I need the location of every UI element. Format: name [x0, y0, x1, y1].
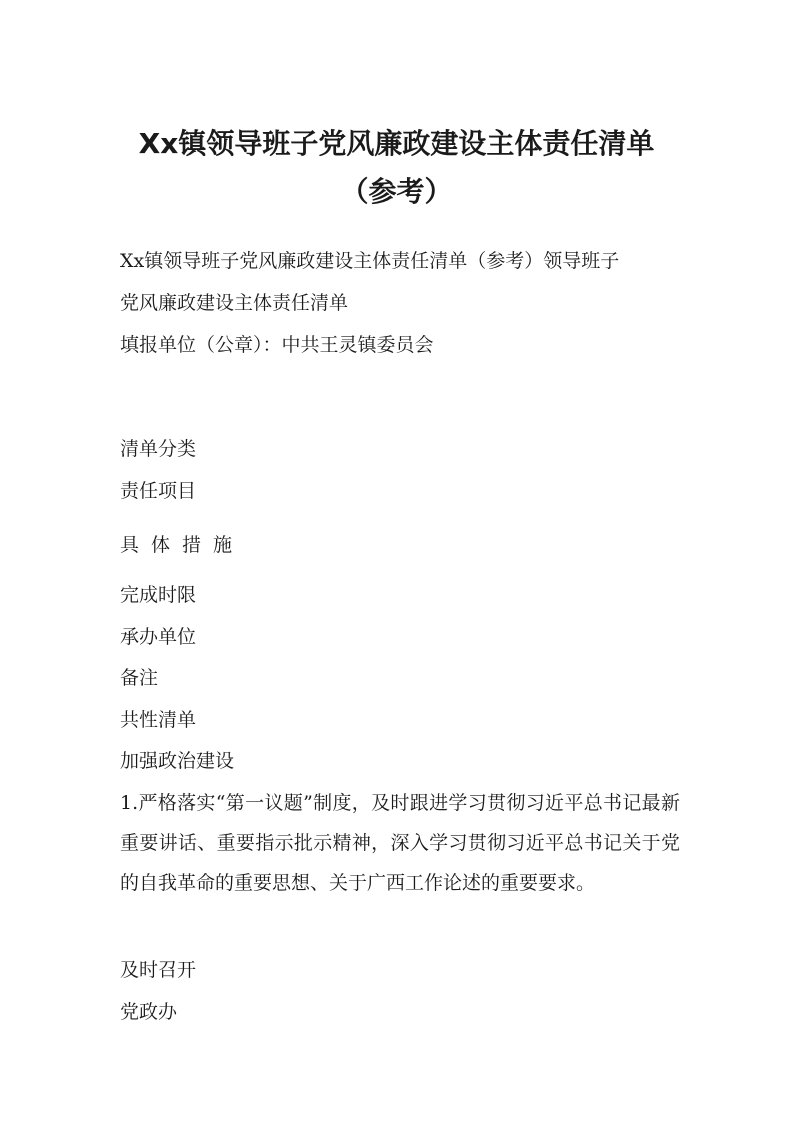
header-category: 清单分类	[120, 438, 197, 460]
row-category: 共性清单	[120, 709, 197, 731]
header-unit: 承办单位	[120, 626, 197, 648]
header-note: 备注	[120, 667, 159, 689]
document-title: Xx镇领导班子党风廉政建设主体责任清单	[138, 127, 655, 160]
row-measure-text: 1.严格落实“第一议题”制度，及时跟进学习贯彻习近平总书记最新重要讲话、重要指示批示精神，深入学习贯彻习近平总书记关于党的自我革命的重要思想、关于广西工作论述的重要要求。	[120, 792, 680, 894]
row-unit: 党政办	[120, 1001, 178, 1023]
filing-unit-text: 填报单位（公章）：中共王灵镇委员会	[120, 334, 434, 356]
intro-text-line-2: 党风廉政建设主体责任清单	[120, 292, 349, 314]
header-measures: 具体措施	[120, 534, 245, 556]
intro-text-line-1: Xx镇领导班子党风廉政建设主体责任清单（参考）领导班子	[120, 250, 620, 272]
row-item: 加强政治建设	[120, 750, 235, 772]
header-item: 责任项目	[120, 480, 197, 502]
document-title-suffix: （参考）	[340, 175, 453, 208]
row-deadline: 及时召开	[120, 959, 197, 981]
header-deadline: 完成时限	[120, 584, 197, 606]
